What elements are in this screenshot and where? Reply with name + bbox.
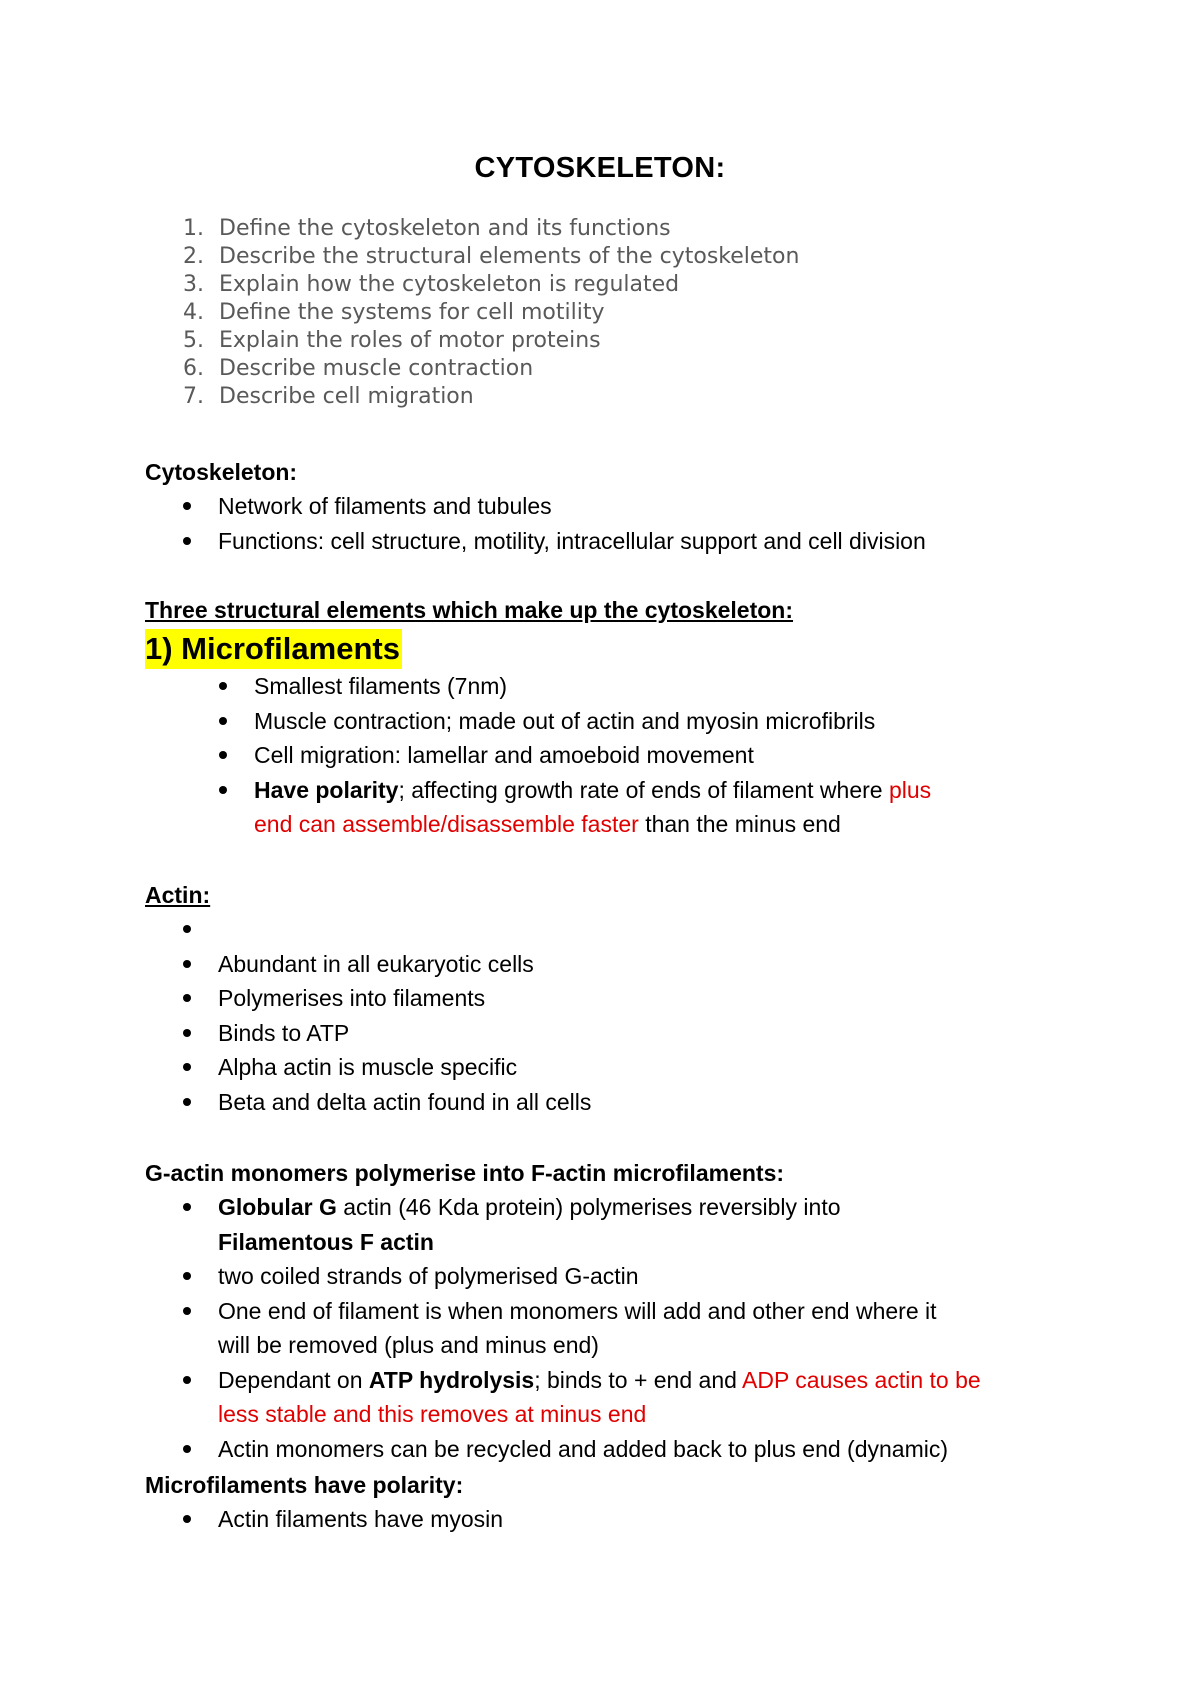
list-item: Network of filaments and tubules [145,489,926,524]
bullet-icon [219,751,227,759]
bullet-icon [183,1445,191,1453]
bullet-icon [219,717,227,725]
list-item: One end of filament is when monomers will add and other end where it will be removed (plus and minus end) [145,1294,981,1363]
objective-item: 2. Describe the structural elements of the cytoskeleton [183,244,800,269]
list-item [145,912,591,947]
objective-item: 6. Describe muscle contraction [183,356,534,381]
list-item: Polymerises into filaments [145,981,591,1016]
list-item: Globular G actin (46 Kda protein) polymerises reversibly into Filamentous F actin [145,1190,981,1259]
list-item: Smallest filaments (7nm) [145,669,931,704]
g-actin-section [145,1156,981,1466]
bullet-icon [183,1203,191,1211]
section-heading: Microfilaments have polarity: [145,1472,464,1498]
bullet-icon [219,682,227,690]
section-heading: G-actin monomers polymerise into F-actin microfilaments: [145,1160,785,1186]
list-item: Functions: cell structure, motility, intracellular support and cell division [145,524,926,559]
objective-item: 5. Explain the roles of motor proteins [183,328,601,353]
bullet-icon [183,1307,191,1315]
bullet-icon [183,502,191,510]
objective-item: 7. Describe cell migration [183,384,474,409]
bullet-icon [183,1029,191,1037]
structural-section [145,593,931,842]
bullet-icon [183,1376,191,1384]
bullet-icon [183,1515,191,1523]
bullet-icon [183,1272,191,1280]
bullet-list [145,1190,981,1466]
list-item: Abundant in all eukaryotic cells [145,947,591,982]
list-item: Cell migration: lamellar and amoeboid movement [145,738,931,773]
highlighted-heading: 1) Microfilaments [145,629,402,669]
objective-item: 1. Define the cytoskeleton and its functions [183,216,671,241]
list-item: Alpha actin is muscle specific [145,1050,591,1085]
bullet-icon [219,786,227,794]
bullet-icon [183,1098,191,1106]
bullet-icon [183,960,191,968]
bullet-list [145,912,591,1119]
list-item: Have polarity; affecting growth rate of ends of filament where plus end can assemble/disassemble faster than the minus end [145,773,931,842]
list-item: Dependant on ATP hydrolysis; binds to + end and ADP causes actin to be less stable and this removes at minus end [145,1363,981,1432]
cytoskeleton-section [145,455,926,558]
bullet-list [145,669,931,842]
page-title: CYTOSKELETON: [474,152,726,184]
bullet-icon [183,925,191,933]
bullet-icon [183,537,191,545]
bullet-list [145,489,926,558]
list-item: Muscle contraction; made out of actin and myosin microfibrils [145,704,931,739]
objectives-list [183,215,800,411]
actin-section [145,878,591,1119]
microfilaments-heading-row [145,629,931,669]
section-heading: Three structural elements which make up the cytoskeleton: [145,597,794,623]
list-item: Binds to ATP [145,1016,591,1051]
objective-item: 4. Define the systems for cell motility [183,300,605,325]
list-item: Beta and delta actin found in all cells [145,1085,591,1120]
bullet-icon [183,1063,191,1071]
section-heading: Cytoskeleton: [145,459,298,485]
list-item: Actin filaments have myosin [145,1502,503,1537]
objective-item: 3. Explain how the cytoskeleton is regulated [183,272,680,297]
list-item: two coiled strands of polymerised G-actin [145,1259,981,1294]
list-item: Actin monomers can be recycled and added back to plus end (dynamic) [145,1432,981,1467]
section-heading: Actin: [145,882,211,908]
bullet-icon [183,994,191,1002]
polarity-section [145,1468,503,1537]
bullet-list [145,1502,503,1537]
